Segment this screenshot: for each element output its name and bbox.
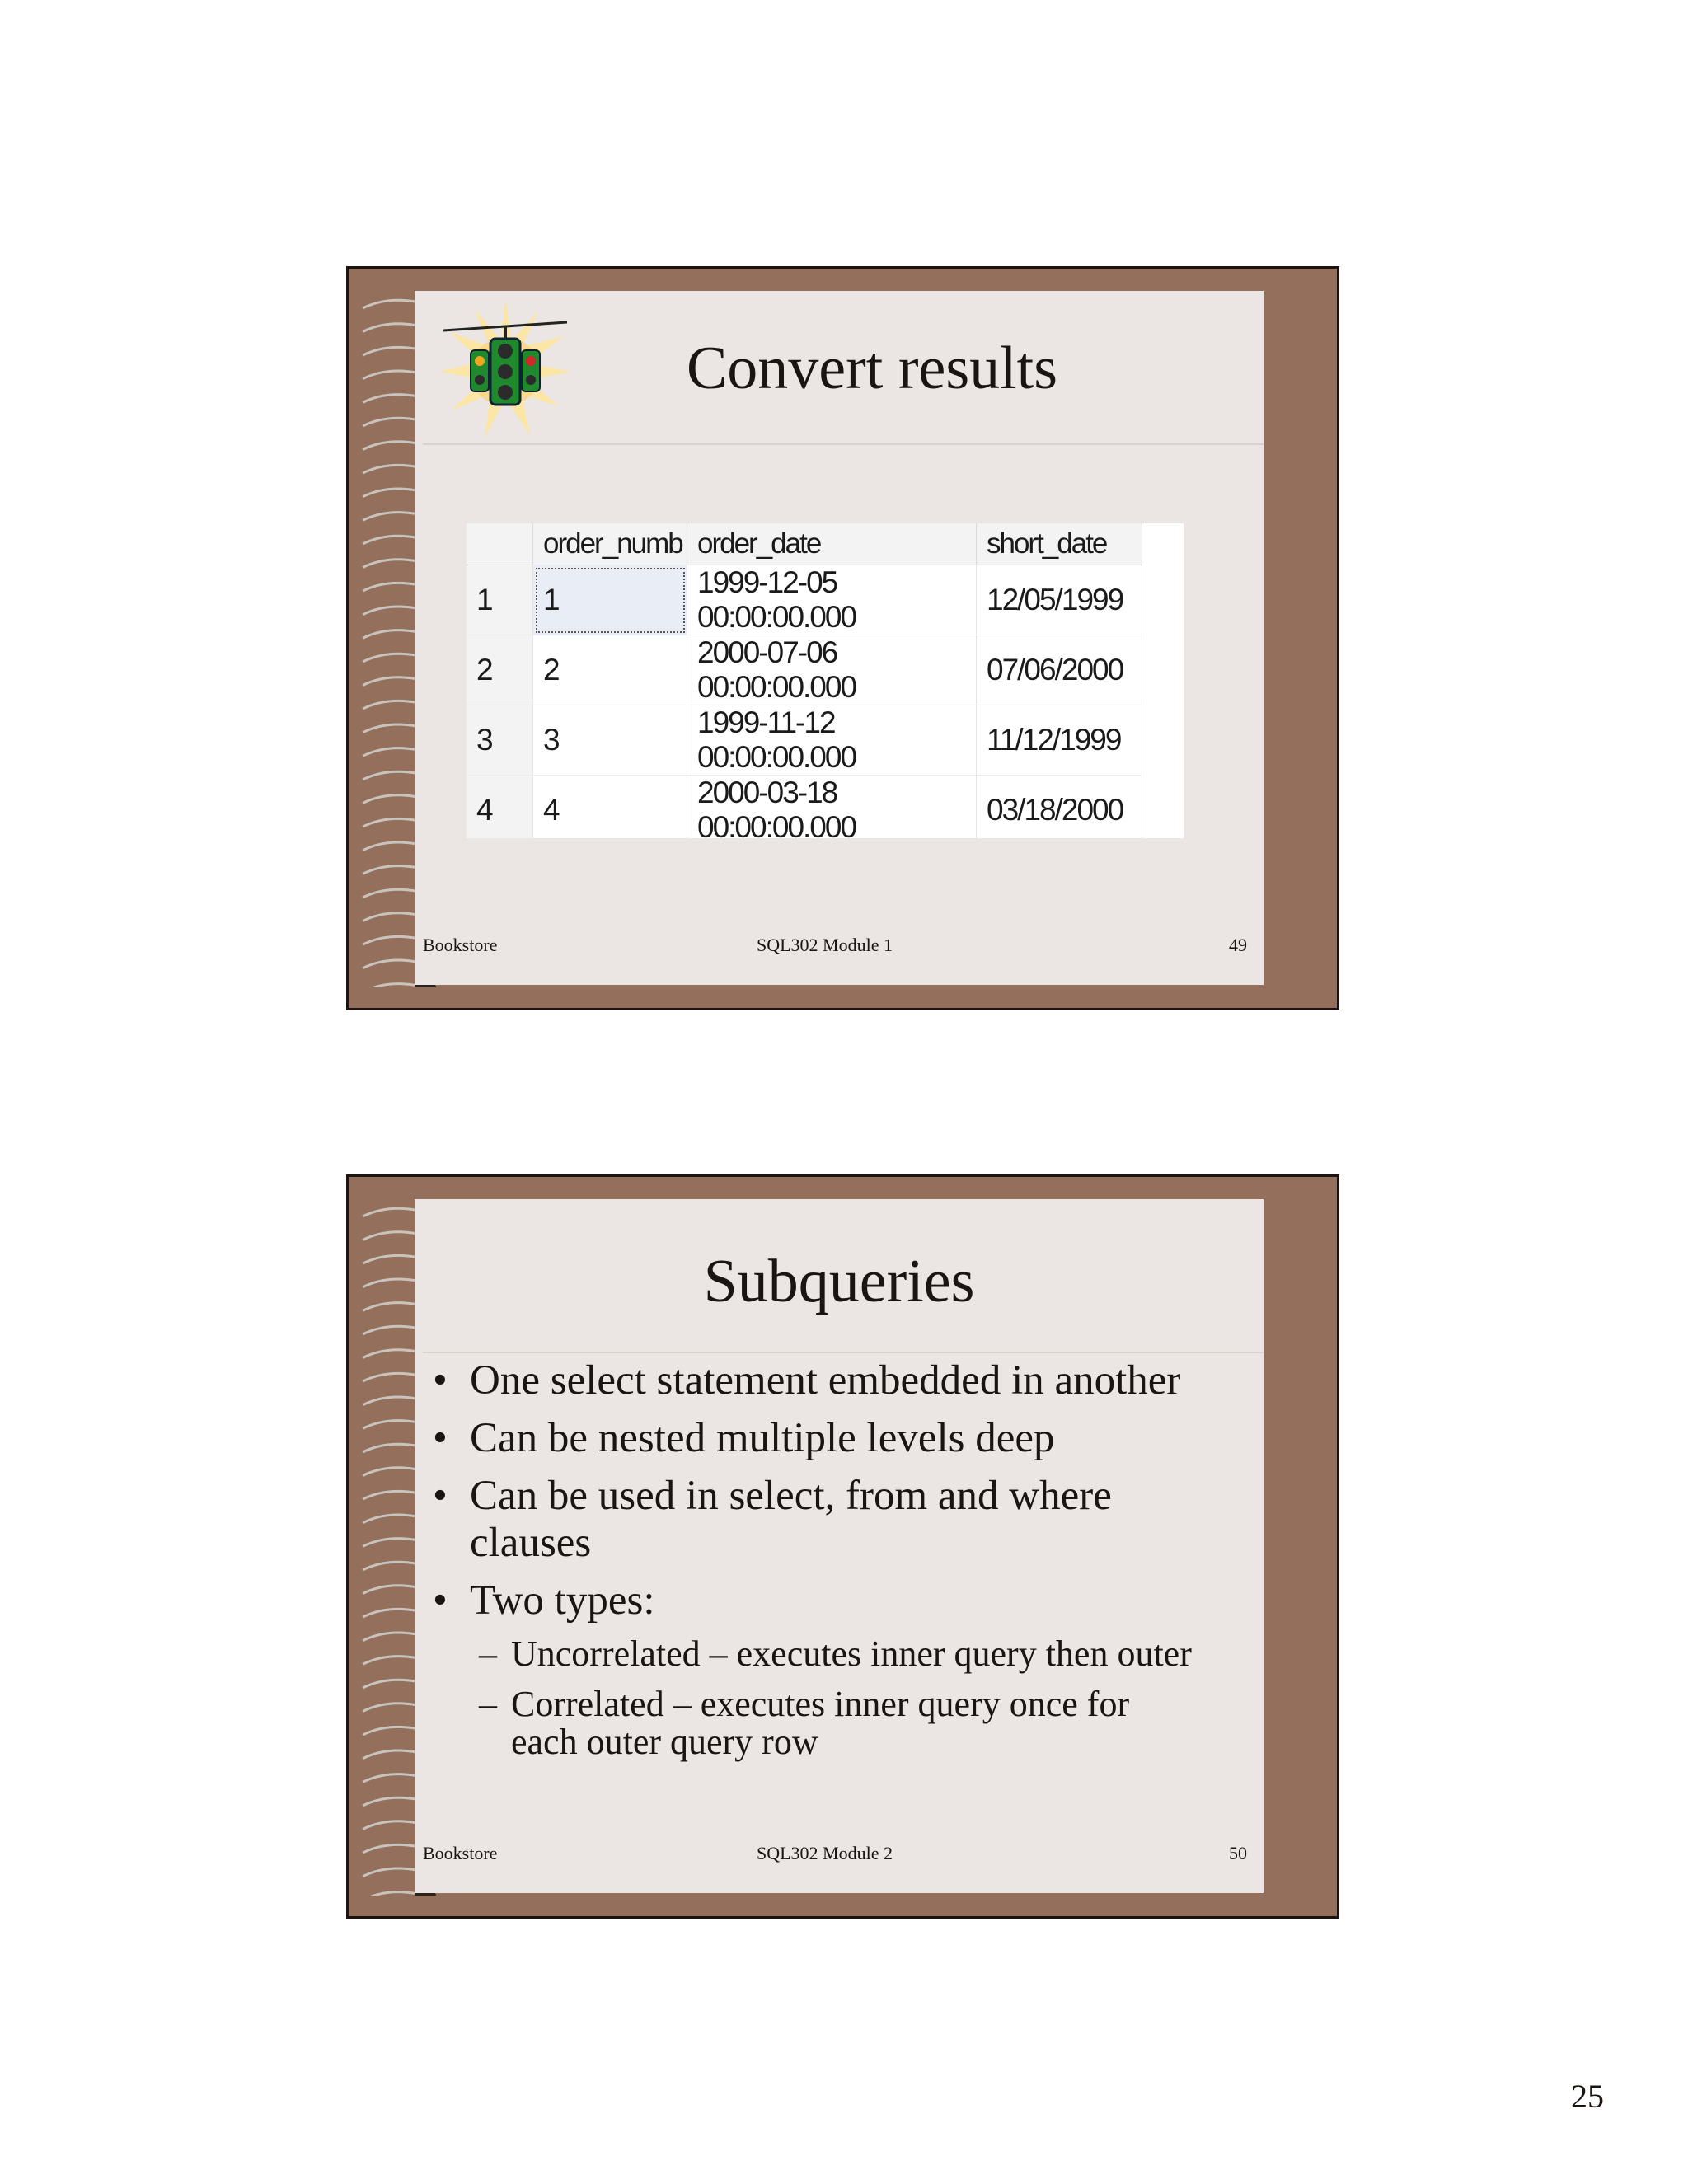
slide-page [415, 291, 1264, 985]
table-row[interactable] [467, 565, 1142, 635]
row-number: 3 [467, 705, 533, 776]
bullet-item: • Can be nested multiple levels deep [423, 1415, 1247, 1462]
bullet-item: • One select statement embedded in another [423, 1357, 1247, 1404]
slide-convert-results [346, 266, 1339, 1010]
cell-order-date[interactable]: 1999-11-12 00:00:00.000 [687, 705, 977, 776]
cell-order-date[interactable]: 2000-07-06 00:00:00.000 [687, 635, 977, 705]
cell-order-numb[interactable]: 4 [533, 776, 687, 839]
cell-short-date[interactable]: 11/12/1999 [977, 705, 1142, 776]
footer-slide-number: 50 [1229, 1843, 1247, 1863]
column-header-order-numb[interactable]: order_numb [533, 523, 687, 565]
sub-bullet-item: – Correlated – executes inner query once for each outer query row [423, 1685, 1187, 1761]
table-row[interactable] [467, 705, 1142, 776]
slide-subqueries [346, 1174, 1339, 1919]
footer-left: Bookstore [423, 935, 498, 955]
page-number: 25 [1571, 2078, 1604, 2115]
column-header-short-date[interactable]: short_date [977, 523, 1142, 565]
cell-order-numb[interactable]: 2 [533, 635, 687, 705]
cell-short-date[interactable]: 12/05/1999 [977, 565, 1142, 635]
table-row[interactable] [467, 776, 1142, 839]
footer-center: SQL302 Module 2 [757, 1843, 893, 1863]
slide-page [415, 1199, 1264, 1893]
footer-slide-number: 49 [1229, 935, 1247, 955]
bullet-item: • Can be used in select, from and where clauses [423, 1473, 1187, 1567]
grid-header-row [467, 523, 1142, 565]
cell-short-date[interactable]: 03/18/2000 [977, 776, 1142, 839]
footer-left: Bookstore [423, 1843, 498, 1863]
title-divider [423, 1352, 1264, 1353]
cell-order-date[interactable]: 2000-03-18 00:00:00.000 [687, 776, 977, 839]
query-results-grid [467, 523, 1184, 838]
row-number: 2 [467, 635, 533, 705]
sub-bullet-item: – Uncorrelated – executes inner query then outer [423, 1635, 1247, 1673]
slide-title: Convert results [686, 335, 1058, 402]
title-divider [423, 443, 1264, 445]
cell-order-numb[interactable]: 1 [533, 565, 687, 635]
row-number: 4 [467, 776, 533, 839]
column-header-order-date[interactable]: order_date [687, 523, 977, 565]
cell-short-date[interactable]: 07/06/2000 [977, 635, 1142, 705]
slide-title: Subqueries [703, 1248, 975, 1315]
bullet-list [423, 1357, 1247, 1774]
table-row[interactable] [467, 635, 1142, 705]
cell-order-numb[interactable]: 3 [533, 705, 687, 776]
cell-order-date[interactable]: 1999-12-05 00:00:00.000 [687, 565, 977, 635]
row-number: 1 [467, 565, 533, 635]
bullet-item: • Two types: [423, 1577, 1247, 1624]
row-number-header [467, 523, 533, 565]
footer-center: SQL302 Module 1 [757, 935, 893, 955]
